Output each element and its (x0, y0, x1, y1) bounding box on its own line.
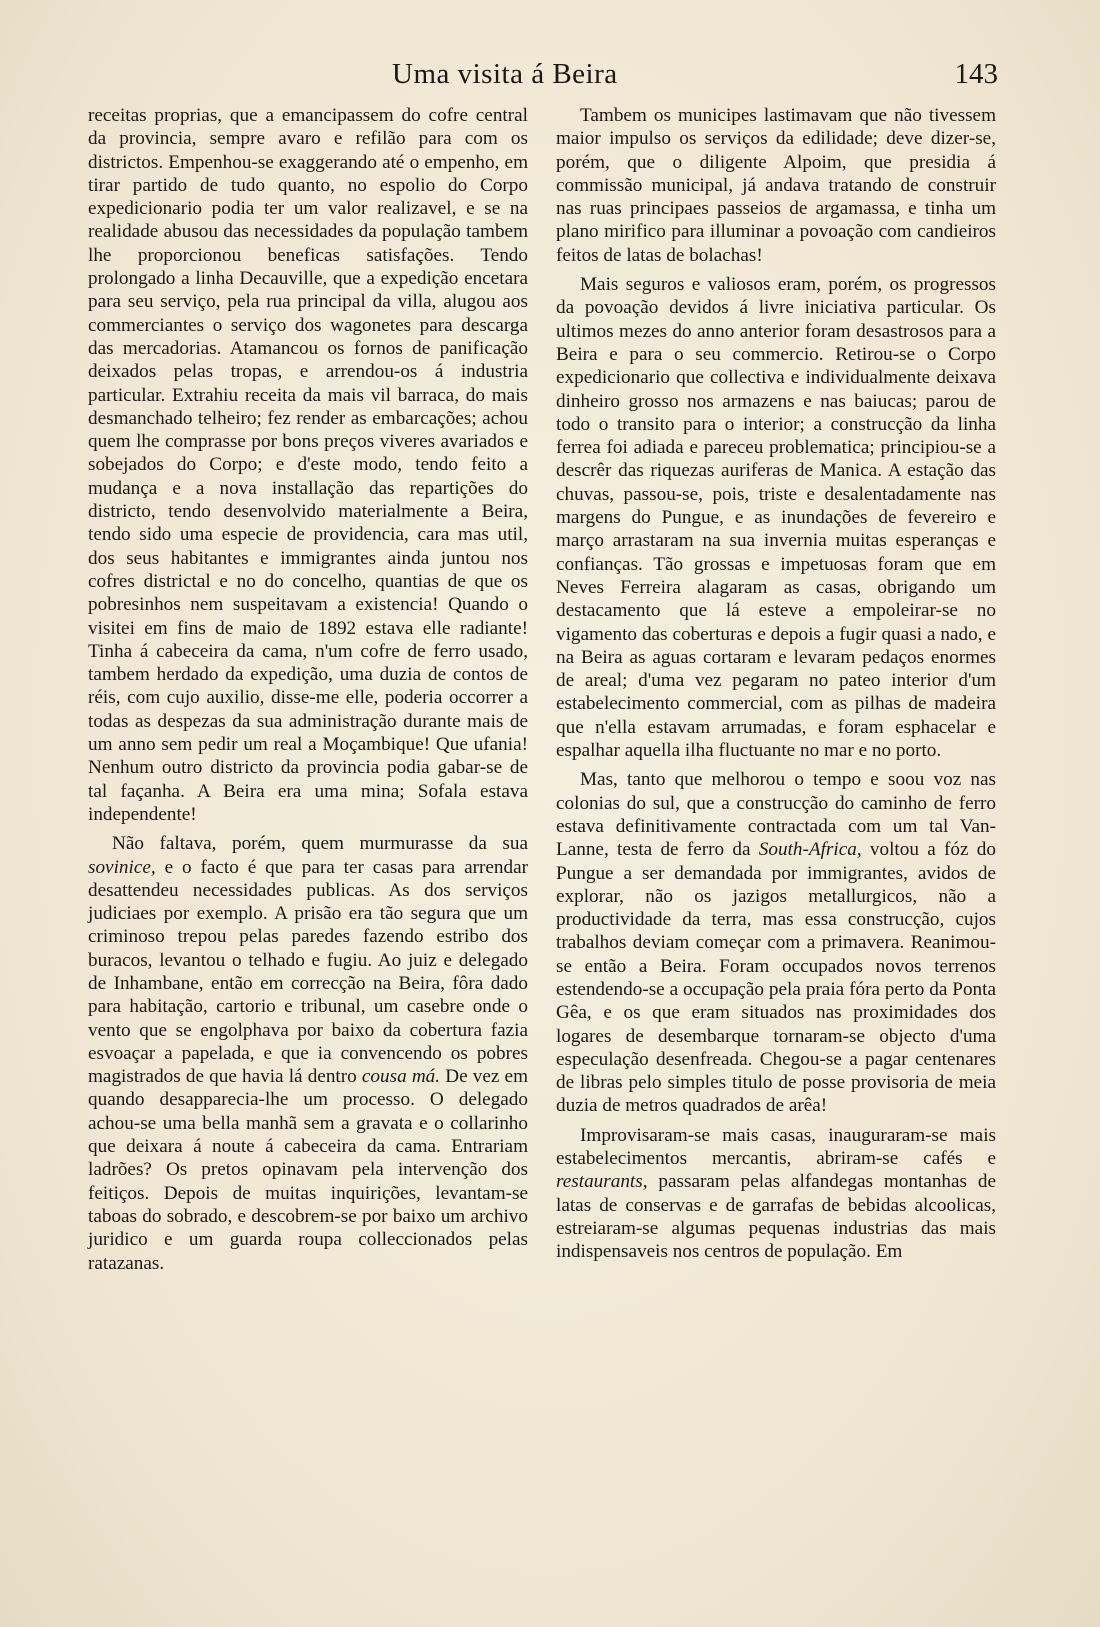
running-title: Uma visita á Beira (392, 58, 618, 90)
paragraph: Mas, tanto que melhorou o tempo e soou voz nas colonias do sul, que a construcção do caminho de ferro estava definitivamente contractada com um tal Van-Lanne, testa de ferro da South-Africa, voltou a fóz do Pungue a ser demandada por immigrantes, avidos de explorar, não os jazigos metallurgicos, não a productividade da terra, mas essa construcção, cujos trabalhos deviam começar com a primavera. Reanimou-se então a Beira. Foram occupados novos terrenos estendendo-se a occupação pela praia fóra perto da Ponta Gêa, e os que eram situados nas proximidades dos logares de desembarque tornaram-se objecto d'uma especulação desenfreada. Chegou-se a pagar centenares de libras pelo simples titulo de posse provisoria de meia duzia de metros quadrados de arêa! (556, 769, 996, 1117)
italic-phrase: cousa má. (361, 1066, 441, 1088)
paragraph: Improvisaram-se mais casas, inauguraram-se mais estabelecimentos mercantis, abriram-se cafés e restaurants, passaram pelas alfandegas montanhas de latas de conservas e de garrafas de bebidas alcoolicas, estreiaram-se algumas pequenas industrias das mais indispensaveis nos centros de população. Em (556, 1124, 996, 1263)
paragraph: Não faltava, porém, quem murmurasse da sua sovinice, e o facto é que para ter casas para arrendar desattendeu necessidades publicas. As dos serviços judiciaes por exemplo. A prisão era tão segura que um criminoso trepou pelas paredes fazendo estribo dos buracos, levantou o telhado e fugiu. Ao juiz e delegado de Inhambane, então em correcção na Beira, fôra dado para habitação, cartorio e tribunal, um casebre onde o vento que se engolphava por baixo da cobertura fazia esvoaçar a papelada, e que ia convencendo os pobres magistrados de que havia lá dentro cousa má. De vez em quando desapparecia-lhe um processo. O delegado achou-se uma bella manhã sem a gravata e o collarinho que deixara á noute á cabeceira da cama. Entrariam ladrões? Os pretos opinavam pela intervenção dos feitiços. Depois de muitas inquirições, levantam-se taboas do sobrado, e descobrem-se por baixo um archivo juridico e um guarda roupa colleccionados pelas ratazanas. (88, 833, 528, 1274)
italic-word: sovinice, (88, 856, 156, 878)
left-column (88, 104, 528, 1275)
italic-phrase: South-Africa, (758, 839, 862, 861)
page-header (0, 58, 1100, 102)
italic-word: restaurants, (556, 1171, 648, 1193)
paragraph: Mais seguros e valiosos eram, porém, os progressos da povoação devidos á livre iniciativa particular. Os ultimos mezes do anno anterior foram desastrosos para a Beira e para o seu commercio. Retirou-se o Corpo expedicionario que collectiva e individualmente deixava dinheiro grosso nos armazens e nas baiucas; parou de todo o transito para o interior; a construcção da linha ferrea foi adiada e pareceu problematica; principiou-se a descrêr das riquezas auriferas de Manica. A estação das chuvas, passou-se, pois, triste e desalentadamente nas margens do Pungue, e as inundações de fevereiro e março arrastaram na sua invernia muitas esperanças e confianças. Tão grossas e impetuosas foram que em Neves Ferreira alagaram as casas, obrigando um destacamento que lá esteve a empoleirar-se no vigamento das coberturas e depois a fugir quasi a nado, e na Beira as aguas cortaram e levaram pedaços enormes de areal; d'uma vez pegaram no pateo interior d'um estabelecimento commercial, com as pilhas de madeira que n'ella estavam arrumadas, e foram esphacelar e espalhar aquella ilha fluctuante no mar e no porto. (556, 274, 996, 762)
paragraph: Tambem os municipes lastimavam que não tivessem maior impulso os serviços da edilidade; deve dizer-se, porém, que o diligente Alpoim, que presidia á commissão municipal, já andava tratando de construir nas ruas principaes passeios de argamassa, e tinha um plano mirifico para illuminar a povoação com candieiros feitos de latas de bolachas! (556, 105, 996, 266)
page-number: 143 (954, 58, 998, 90)
right-column (556, 104, 996, 1264)
paragraph: receitas proprias, que a emancipassem do cofre central da provincia, sempre avaro e refilão para com os districtos. Empenhou-se exaggerando até o empenho, em tirar partido de tudo quanto, no espolio do Corpo expedicionario podia ter um valor realizavel, e se na realidade abusou das necessidades da população tambem lhe proporcionou beneficas satisfações. Tendo prolongado a linha Decauville, que a expedição encetara para seu serviço, pela rua principal da villa, alugou aos commerciantes o serviço dos wagonetes para descarga das mercadorias. Atamancou os fornos de panificação deixados pelas tropas, e arrendou-os á industria particular. Extrahiu receita da mais vil barraca, do mais desmanchado telheiro; fez render as embarcações; achou quem lhe comprasse por bons preços viveres avariados e sobejados do Corpo; e d'este modo, tendo feito a mudança e a nova installação das repartições do districto, tendo desenvolvido materialmente a Beira, tendo sido uma especie de providencia, cara mas util, dos seus habitantes e immigrantes ainda juntou nos cofres districtal e no do concelho, quantias de que os pobresinhos nem suspeitavam a existencia! Quando o visitei em fins de maio de 1892 estava elle radiante! Tinha á cabeceira da cama, n'um cofre de ferro usado, tambem herdado da expedição, uma duzia de contos de réis, com cujo auxilio, disse-me elle, poderia occorrer a todas as despezas da sua administração durante mais de um anno sem pedir um real a Moçambique! Que ufania! Nenhum outro districto da provincia podia gabar-se de tal façanha. A Beira era uma mina; Sofala estava independente! (88, 105, 528, 825)
